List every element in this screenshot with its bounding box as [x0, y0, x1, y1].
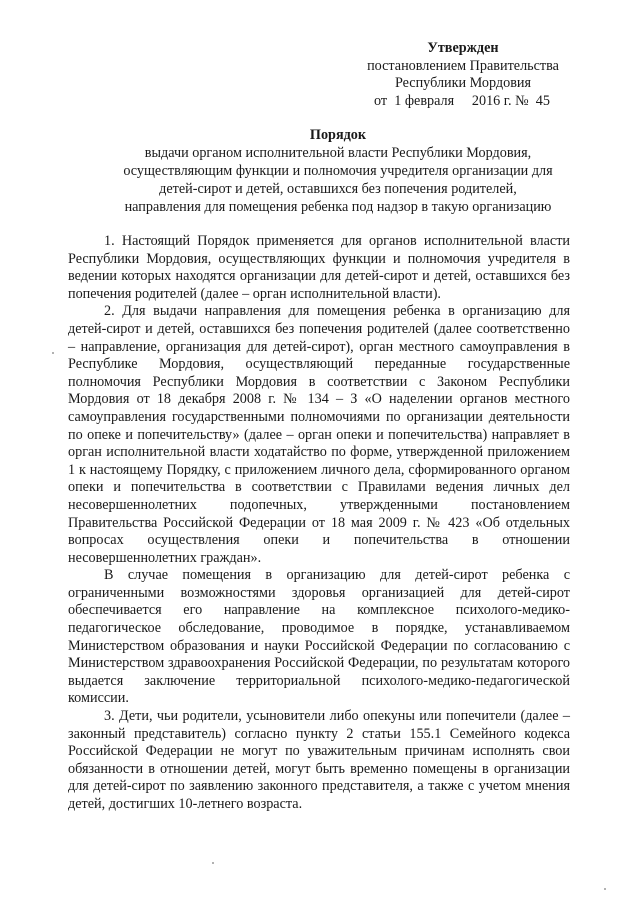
- paragraph-2: 2. Для выдачи направления для помещения ребенка в организацию для детей-сирот и детей, оставшихся без попечения родителей (далее соответственно – направление, организация для детей-сирот), орган местного самоуправления в Республике Мордовия, осуществляющий переданные государственные полномочия Республики Мордовия в соответствии с Законом Республики Мордовия от 18 декабря 2008 г. № 134 – З «О наделении органов местного самоуправления государственными полномочиями по организации деятельности по опеке и попечительству» (далее – орган опеки и попечительства) направляет в орган исполнительной власти ходатайство по форме, утвержденной приложением 1 к настоящему Порядку, с приложением личного дела, сформированного органом опеки и попечительства в соответствии с Правилами ведения личных дел несовершеннолетних подопечных, утвержденными постановлением Правительства Российской Федерации от 18 мая 2009 г. № 423 «Об отдельных вопросах осуществления опеки и попечительства в отношении несовершеннолетних граждан».: [68, 303, 570, 566]
- paragraph-1: 1. Настоящий Порядок применяется для органов исполнительной власти Республики Мордовия, осуществляющих функции и полномочия учредителя в ведении которых находятся организации для детей-сирот и детей, оставшихся без попечения родителей (далее – орган исполнительной власти).: [68, 233, 570, 302]
- scan-speck: [604, 888, 606, 890]
- paragraph-3: 3. Дети, чьи родители, усыновители либо опекуны или попечители (далее – законный представитель) согласно пункту 2 статьи 155.1 Семейного кодекса Российской Федерации не могут по уважительным причинам исполнять свои обязанности в отношении детей, могут быть временно помещены в организации для детей-сирот по заявлению законного представителя, а также с учетом мнения детей, достигших 10-летнего возраста.: [68, 708, 570, 812]
- approval-block: [348, 40, 578, 110]
- document-heading: [68, 126, 608, 216]
- scan-speck: [212, 862, 214, 864]
- scan-speck: [52, 352, 54, 354]
- approval-title: Утвержден: [427, 40, 499, 56]
- approval-line: Республики Мордовия: [394, 75, 532, 91]
- document-subtitle-line: детей-сирот и детей, оставшихся без попечения родителей,: [159, 181, 517, 197]
- document-subtitle-line: направления для помещения ребенка под надзор в такую организацию: [124, 199, 552, 215]
- document-title: Порядок: [309, 127, 367, 143]
- paragraph-2-continued: В случае помещения в организацию для детей-сирот ребенка с ограниченными возможностями здоровья организацией для детей-сирот обеспечивается его направление на комплексное психолого-медико-педагогическое обследование, проводимое в порядке, устанавливаемом Министерством образования и науки Российской Федерации по согласованию с Министерством здравоохранения Российской Федерации, по результатам которого выдается заключение территориальной психолого-медико-педагогической комиссии.: [68, 567, 570, 707]
- approval-line: постановлением Правительства: [367, 57, 559, 74]
- document-subtitle-line: осуществляющим функции и полномочия учредителя организации для: [123, 163, 553, 179]
- approval-date: от 1 февраля 2016 г. № 45: [374, 92, 550, 109]
- document-subtitle-line: выдачи органом исполнительной власти Республики Мордовия,: [144, 145, 532, 161]
- document-body: [68, 233, 570, 814]
